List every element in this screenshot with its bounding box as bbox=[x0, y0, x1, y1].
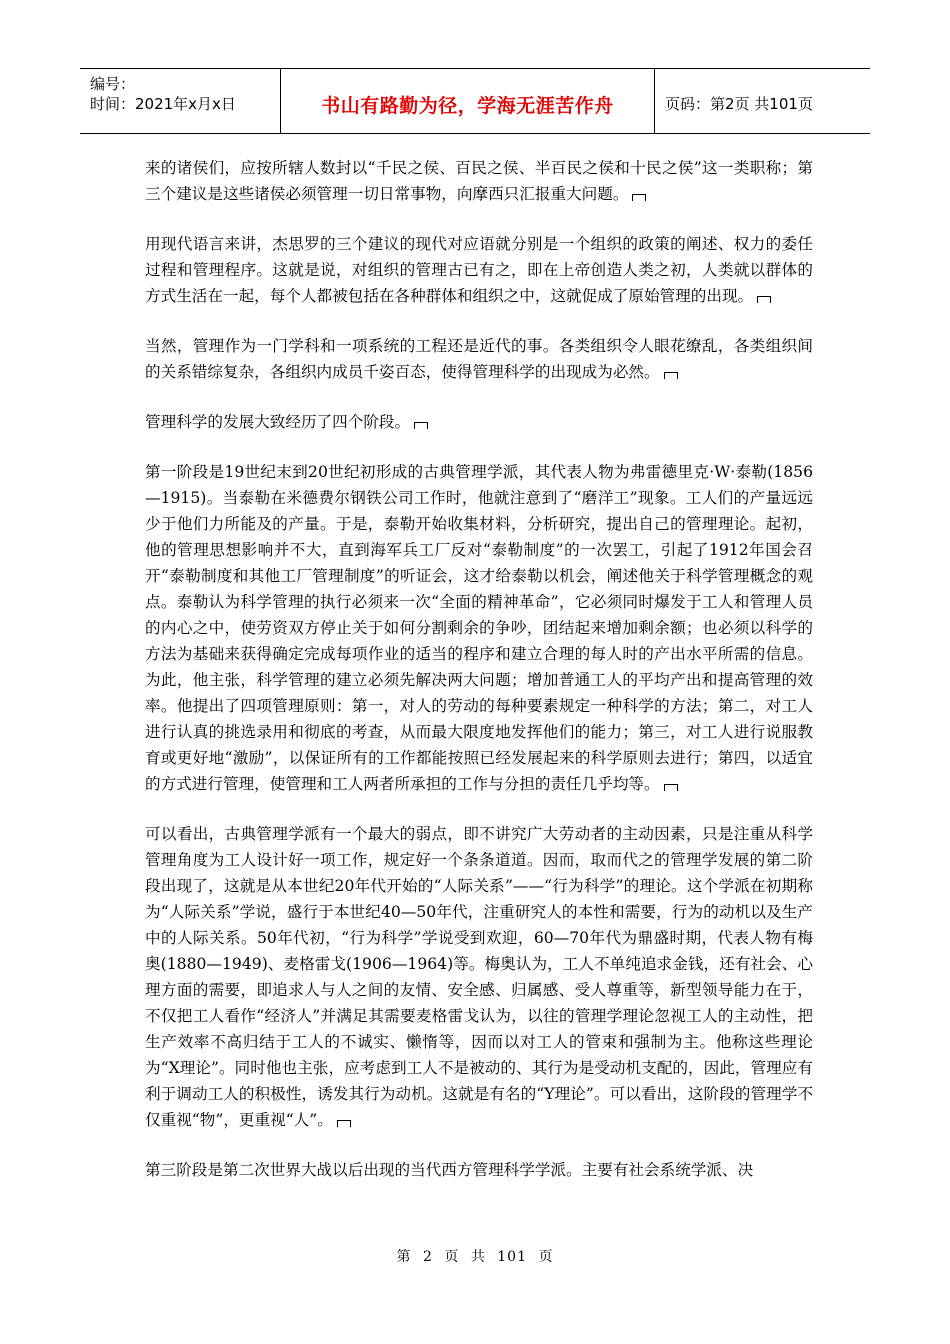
paragraph: 第一阶段是19世纪末到20世纪初形成的古典管理学派，其代表人物为弗雷德里克·W·泰勒(1856—1915)。当泰勒在米德费尔钢铁公司工作时，他就注意到了“磨洋工”现象。工人们的产量远远少于他们力所能及的产量。于是，泰勒开始收集材料，分析研究，提出自己的管理理论。起初，他的管理思想影响并不大，直到海军兵工厂反对“泰勒制度”的一次罢工，引起了1912年国会召开“泰勒制度和其他工厂管理制度”的听证会，这才给泰勒以机会，阐述他关于科学管理概念的观点。泰勒认为科学管理的执行必须来一次“全面的精神革命”，它必须同时爆发于工人和管理人员的内心之中，使劳资双方停止关于如何分割剩余的争吵，团结起来增加剩余额；也必须以科学的方法为基础来获得确定完成每项作业的适当的程序和建立合理的每人时的产出水平所需的信息。为此，他主张，科学管理的建立必须先解决两大问题；增加普通工人的平均产出和提高管理的效率。他提出了四项管理原则：第一，对人的劳动的每种要素规定一种科学的方法；第二，对工人进行认真的挑选录用和彻底的考查，从而最大限度地发挥他们的能力；第三，对工人进行说服教育或更好地“激励”，以保证所有的工作都能按照已经发展起来的科学原则去进行；第四，以适宜的方式进行管理，使管理和工人两者所承担的工作与分担的责任几乎均等。 bbox=[145, 463, 813, 793]
paragraph-mark-icon bbox=[664, 372, 678, 379]
doc-number-label: 编号： bbox=[90, 75, 136, 93]
paragraph-mark-icon bbox=[337, 1120, 351, 1127]
paragraph-mark-icon bbox=[414, 422, 428, 429]
header-motto-cell bbox=[281, 69, 655, 133]
footer-gong: 共 bbox=[470, 1249, 486, 1265]
footer-total-pages: 101 bbox=[497, 1249, 527, 1265]
footer-di: 第 bbox=[396, 1249, 412, 1265]
footer-ye: 页 bbox=[538, 1249, 554, 1265]
paragraph-mark-icon bbox=[664, 784, 678, 791]
footer-ye: 页 bbox=[444, 1249, 460, 1265]
page-header bbox=[80, 68, 870, 134]
footer-page-number: 2 bbox=[422, 1249, 433, 1265]
date-label: 时间：2021年x月x日 bbox=[90, 95, 236, 113]
motto-text: 书山有路勤为径，学海无涯苦作舟 bbox=[321, 95, 614, 117]
paragraph: 可以看出，古典管理学派有一个最大的弱点，即不讲究广大劳动者的主动因素，只是注重从科学管理角度为工人设计好一项工作，规定好一个条条道道。因而，取而代之的管理学发展的第二阶段出现了，这就是从本世纪20年代开始的“人际关系”——“行为科学”的理论。这个学派在初期称为“人际关系”学说，盛行于本世纪40—50年代，注重研究人的本性和需要，行为的动机以及生产中的人际关系。50年代初，“行为科学”学说受到欢迎，60—70年代为鼎盛时期，代表人物有梅奥(1880—1949)、麦格雷戈(1906—1964)等。梅奥认为，工人不单纯追求金钱，还有社会、心理方面的需要，即追求人与人之间的友情、安全感、归属感、受人尊重等，新型领导能力在于，不仅把工人看作“经济人”并满足其需要麦格雷戈认为，以往的管理学理论忽视工人的主动性，把生产效率不高归结于工人的不诚实、懒惰等，因而以对工人的管束和强制为主。他称这些理论为“X理论”。同时他也主张，应考虑到工人不是被动的、其行为是受动机支配的，因此，管理应有利于调动工人的积极性，诱发其行为动机。这就是有名的“Y理论”。可以看出，这阶段的管理学不仅重视“物”，更重视“人”。 bbox=[145, 825, 813, 1129]
paragraph: 来的诸侯们，应按所辖人数封以“千民之侯、百民之侯、半百民之侯和十民之侯”这一类职称；第三个建议是这些诸侯必须管理一切日常事物，向摩西只汇报重大问题。 bbox=[145, 159, 813, 203]
header-meta-cell bbox=[80, 69, 281, 133]
paragraph: 用现代语言来讲，杰思罗的三个建议的现代对应语就分别是一个组织的政策的阐述、权力的委任过程和管理程序。这就是说，对组织的管理古已有之，即在上帝创造人类之初，人类就以群体的方式生活在一起，每个人都被包括在各种群体和组织之中，这就促成了原始管理的出现。 bbox=[145, 235, 813, 305]
paragraph: 当然，管理作为一门学科和一项系统的工程还是近代的事。各类组织令人眼花缭乱，各类组织间的关系错综复杂，各组织内成员千姿百态，使得管理科学的出现成为必然。 bbox=[145, 337, 813, 381]
paragraph-mark-icon bbox=[757, 296, 771, 303]
paragraph-mark-icon bbox=[632, 194, 646, 201]
page-footer bbox=[0, 1246, 950, 1266]
page-info: 页码：第2页 共101页 bbox=[665, 95, 813, 113]
document-body bbox=[145, 155, 813, 1207]
paragraph: 管理科学的发展大致经历了四个阶段。 bbox=[145, 409, 813, 435]
paragraph: 第三阶段是第二次世界大战以后出现的当代西方管理科学学派。主要有社会系统学派、决 bbox=[145, 1161, 754, 1179]
header-page-cell bbox=[655, 69, 870, 133]
